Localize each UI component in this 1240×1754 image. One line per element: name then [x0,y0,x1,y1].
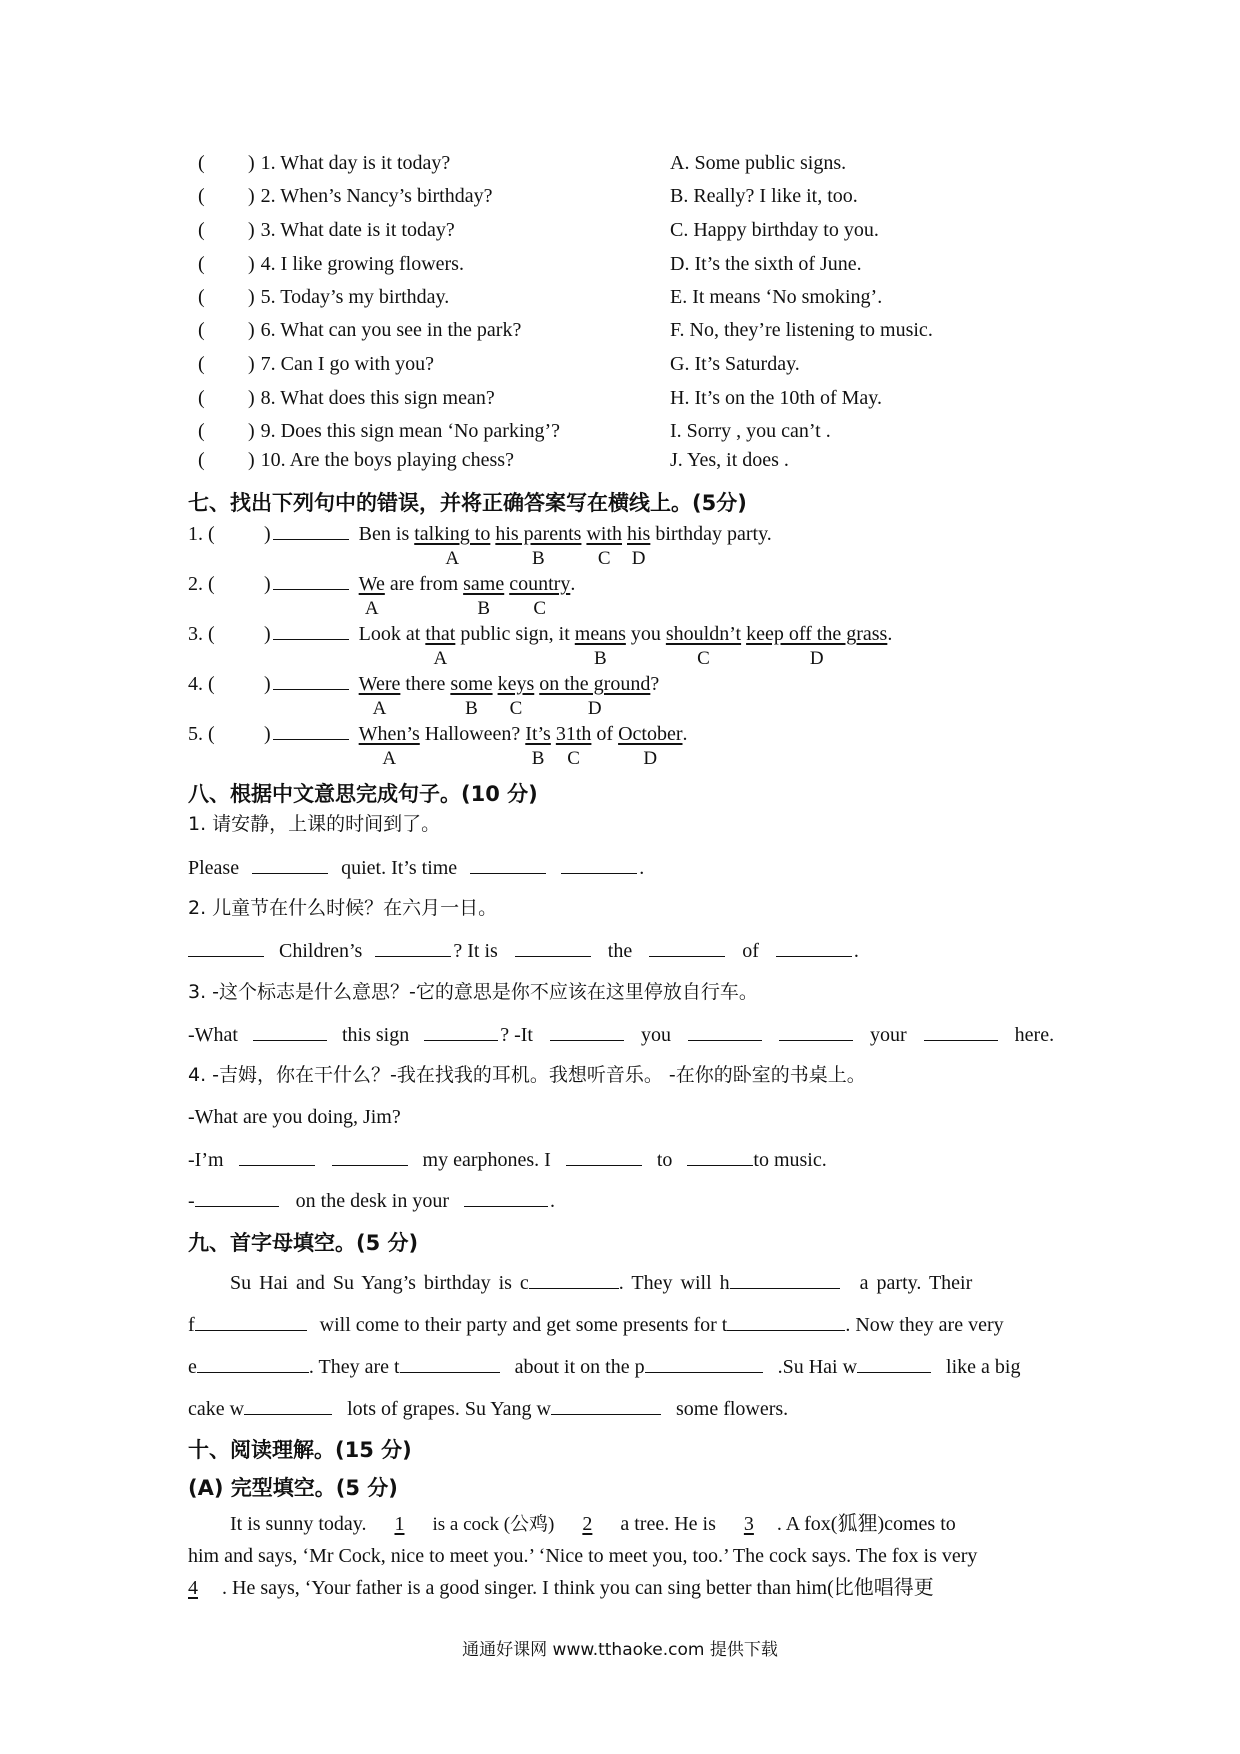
underlined-group [358,573,385,619]
answer-blank[interactable] [924,1022,998,1041]
option-letter: C [597,548,611,569]
question-text: 3. What date is it today? [260,219,455,241]
answer-paren[interactable]: ( [198,420,205,442]
text: lots of grapes. Su Yang w [347,1398,551,1420]
answer-paren-close: ) [248,449,255,471]
text: you [625,623,666,645]
answer-blank[interactable] [566,1147,642,1166]
text: .Su Hai w [777,1356,858,1378]
sentence [358,623,893,669]
blank-number-4[interactable]: 4 [188,1577,198,1599]
answer-blank[interactable] [195,1312,307,1331]
underlined-part: It’s [525,723,551,745]
answer-blank[interactable] [561,855,637,874]
underlined-part: on the ground [539,673,651,695]
underlined-part: same [463,573,505,595]
answer-paren-close: ) [264,673,271,695]
underlined-group [574,623,626,669]
section-10-title: 十、阅读理解。(15 分) [188,1438,412,1462]
answer-paren[interactable]: ( [198,253,205,275]
sec10-line-2: him and says, ‘Mr Cock, nice to meet you.’ ‘Nice to meet you, too.’ The cock says. The fox is very [188,1545,978,1567]
section-7-title: 七、找出下列句中的错误，并将正确答案写在横线上。(5分) [188,491,747,515]
answer-paren-close: ) [248,319,255,341]
matching-question [198,184,492,208]
underlined-group [627,523,651,569]
sec8-q4-chinese: 4. -吉姆，你在干什么？-我在找我的耳机。我想听音乐。 -在你的卧室的书桌上。 [188,1064,866,1086]
item-number: 4. ( [188,673,215,695]
answer-blank[interactable] [727,1312,845,1331]
answer-paren[interactable]: ( [198,185,205,207]
text: quiet. It’s time [341,857,458,879]
question-text: 10. Are the boys playing chess? [260,449,514,471]
text: a party. Their [859,1272,973,1294]
answer-blank[interactable] [551,1396,661,1415]
sec8-q4-english-3 [188,1188,555,1213]
underlined-part: When’s [358,723,420,745]
text: Ben is [358,523,415,545]
underlined-group [358,723,420,769]
answer-paren-close: ) [248,219,255,241]
text: -What [188,1024,238,1046]
sec9-line-3 [188,1354,1020,1379]
underlined-part: with [586,523,622,545]
sec9-line-1 [230,1270,972,1295]
underlined-group [425,623,456,669]
answer-blank[interactable] [776,938,852,957]
option-letter: C [697,648,710,669]
matching-answer: D. It’s the sixth of June. [670,253,862,275]
answer-paren[interactable]: ( [198,449,205,471]
underlined-group [450,673,493,719]
option-letter: B [477,598,491,619]
sentence [358,723,688,769]
text: It is sunny today. [230,1513,367,1535]
underlined-part: Were [358,673,401,695]
answer-blank[interactable] [529,1270,619,1289]
underlined-part: his parents [495,523,582,545]
sec9-line-2 [188,1312,1004,1337]
underlined-group [497,673,535,719]
matching-question [198,419,560,443]
answer-paren-close: ) [264,723,271,745]
text: of [742,940,759,962]
question-text: 7. Can I go with you? [260,353,434,375]
option-letter: A [372,698,387,719]
underlined-group [746,623,888,669]
underlined-part: some [450,673,493,695]
answer-blank[interactable] [645,1354,763,1373]
text: . [549,1190,555,1212]
underlined-part: country [509,573,571,595]
text: . [639,857,645,879]
matching-answer: H. It’s on the 10th of May. [670,387,883,409]
answer-blank[interactable] [332,1147,408,1166]
answer-paren[interactable]: ( [198,319,205,341]
answer-blank[interactable] [779,1022,853,1041]
text: f [188,1314,195,1336]
error-item [188,521,772,569]
underlined-group [618,723,683,769]
text: of [591,723,619,745]
matching-question [198,448,514,472]
text: . [887,623,893,645]
text: a tree. He is [620,1513,716,1535]
matching-answer: A. Some public signs. [670,152,847,174]
text: here. [1014,1024,1055,1046]
text: is a cock (公鸡) [432,1514,555,1535]
text: Please [188,857,240,879]
answer-blank[interactable] [470,855,546,874]
matching-question [198,218,455,242]
sec8-q2-english [188,938,859,963]
question-text: 8. What does this sign mean? [260,387,495,409]
blank-number-2[interactable]: 2 [582,1513,593,1535]
answer-blank[interactable] [195,1188,279,1207]
option-letter: D [631,548,646,569]
question-text: 6. What can you see in the park? [260,319,522,341]
text: there [400,673,451,695]
blank-number-3[interactable]: 3 [743,1513,754,1535]
answer-paren-close: ) [248,420,255,442]
error-item [188,621,893,669]
answer-blank[interactable] [252,855,328,874]
item-number: 1. ( [188,523,215,545]
answer-paren-close: ) [248,286,255,308]
option-letter: A [445,548,460,569]
underlined-group [555,723,592,769]
text: Children’s [279,940,363,962]
option-letter: D [809,648,824,669]
answer-blank[interactable] [253,1022,327,1041]
text: Su Hai and Su Yang’s birthday is c [230,1272,529,1294]
matching-question [198,318,521,342]
blank-number-1[interactable]: 1 [394,1513,405,1535]
answer-paren-close: ) [264,573,271,595]
matching-question [198,352,434,376]
error-item [188,721,688,769]
option-letter: A [433,648,448,669]
answer-blank[interactable] [464,1188,548,1207]
option-letter: C [533,598,547,619]
sec10-line-3 [188,1576,934,1600]
sec8-q2-chinese: 2. 儿童节在什么时候？在六月一日。 [188,897,498,919]
answer-paren-close: ) [248,253,255,275]
option-letter: B [593,648,607,669]
matching-question [198,285,449,309]
text: ? [650,673,660,695]
text: ? -It [500,1024,533,1046]
answer-blank[interactable] [688,1022,762,1041]
matching-answer: I. Sorry , you can’t . [670,420,831,442]
section-8-title: 八、根据中文意思完成句子。(10 分) [188,782,538,806]
option-letter: A [364,598,379,619]
option-letter: D [643,748,658,769]
sec8-q3-english [188,1022,1054,1047]
answer-blank[interactable] [197,1354,309,1373]
underlined-group [509,573,571,619]
option-letter: A [382,748,397,769]
option-letter: B [531,748,545,769]
underlined-part: keep off the grass [746,623,888,645]
underlined-group [495,523,582,569]
text: . Now they are very [845,1314,1004,1336]
answer-blank[interactable] [730,1270,840,1289]
sentence [358,573,576,619]
answer-blank[interactable] [687,1147,753,1166]
answer-blank[interactable] [273,671,349,690]
underlined-part: that [425,623,456,645]
matching-answer: C. Happy birthday to you. [670,219,879,241]
footer-credit: 通通好课网 www.tthaoke.com 提供下载 [462,1640,778,1660]
option-letter: C [509,698,523,719]
underlined-part: his [627,523,651,545]
text: -I’m [188,1149,224,1171]
question-text: 9. Does this sign mean ‘No parking’? [260,420,561,442]
answer-blank[interactable] [857,1354,931,1373]
matching-answer: G. It’s Saturday. [670,353,800,375]
sentence [358,673,660,719]
matching-question [198,151,450,175]
underlined-part: shouldn’t [665,623,742,645]
option-letter: B [532,548,545,569]
option-letter: C [567,748,580,769]
item-number: 2. ( [188,573,215,595]
text: like a big [946,1356,1021,1378]
matching-answer: J. Yes, it does . [670,449,789,471]
text: e [188,1356,197,1378]
text: the [607,940,633,962]
answer-paren[interactable]: ( [198,219,205,241]
text: cake w [188,1398,245,1420]
text: are from [384,573,464,595]
text: this sign [341,1024,410,1046]
error-item [188,671,660,719]
matching-answer: E. It means ‘No smoking’. [670,286,883,308]
text: . [682,723,688,745]
answer-paren[interactable]: ( [198,353,205,375]
text: to [656,1149,673,1171]
text: public sign, it [455,623,575,645]
answer-blank[interactable] [244,1396,332,1415]
text: about it on the p [514,1356,645,1378]
text: to music. [753,1149,827,1171]
text: birthday party. [650,523,772,545]
sec9-line-4 [188,1396,788,1421]
text: . [853,940,859,962]
underlined-group [539,673,651,719]
question-text: 4. I like growing flowers. [260,253,464,275]
answer-blank[interactable] [239,1147,315,1166]
sec8-q1-english [188,855,644,880]
answer-paren-close: ) [248,185,255,207]
text: Halloween? [419,723,526,745]
answer-blank[interactable] [188,938,264,957]
underlined-group [463,573,505,619]
underlined-part: We [358,573,385,595]
answer-paren-close: ) [264,623,271,645]
sec8-q3-chinese: 3. -这个标志是什么意思？-它的意思是你不应该在这里停放自行车。 [188,981,758,1003]
sec10-line-1 [230,1512,956,1537]
answer-blank[interactable] [649,938,725,957]
text: you [641,1024,671,1046]
answer-blank[interactable] [424,1022,498,1041]
question-text: 5. Today’s my birthday. [260,286,450,308]
option-letter: D [587,698,602,719]
option-letter: B [465,698,478,719]
error-item [188,571,576,619]
answer-paren[interactable]: ( [198,152,205,174]
underlined-group [525,723,551,769]
sec8-q4-english-1: -What are you doing, Jim? [188,1106,401,1128]
text: Look at [358,623,426,645]
answer-paren-close: ) [248,152,255,174]
answer-blank[interactable] [273,721,349,740]
underlined-part: 31th [555,723,592,745]
underlined-group [665,623,742,669]
answer-blank[interactable] [515,938,591,957]
underlined-group [358,673,401,719]
question-text: 2. When’s Nancy’s birthday? [260,185,493,207]
text: my earphones. I [422,1149,551,1171]
question-text: 1. What day is it today? [260,152,451,174]
text: . They will h [618,1272,730,1294]
section-9-title: 九、首字母填空。(5 分) [188,1231,419,1255]
text: . [570,573,576,595]
answer-blank[interactable] [273,621,349,640]
text: - [188,1190,195,1212]
text [493,673,498,695]
matching-answer: F. No, they’re listening to music. [670,319,933,341]
answer-paren[interactable]: ( [198,387,205,409]
text: will come to their party and get some presents for t [319,1314,728,1336]
answer-blank[interactable] [273,571,349,590]
underlined-part: keys [497,673,535,695]
item-number: 5. ( [188,723,215,745]
text: . He says, ‘Your father is a good singer. I think you can sing better than him(比他唱得更 [222,1577,934,1599]
text: . A fox(狐狸)comes to [776,1513,956,1535]
text: ? It is [453,940,498,962]
answer-blank[interactable] [400,1354,500,1373]
sentence [358,523,772,569]
underlined-group [586,523,622,569]
matching-question [198,252,464,276]
sec8-q4-english-2 [188,1147,827,1172]
matching-answer: B. Really? I like it, too. [670,185,858,207]
answer-paren-close: ) [264,523,271,545]
answer-blank[interactable] [375,938,451,957]
answer-blank[interactable] [273,521,349,540]
matching-question [198,386,495,410]
underlined-group [414,523,491,569]
section-10a-subtitle: (A) 完型填空。(5 分) [188,1476,398,1500]
answer-blank[interactable] [550,1022,624,1041]
answer-paren-close: ) [248,353,255,375]
text: on the desk in your [295,1190,449,1212]
item-number: 3. ( [188,623,215,645]
sec8-q1-chinese: 1. 请安静，上课的时间到了。 [188,813,441,835]
underlined-part: means [574,623,626,645]
answer-paren-close: ) [248,387,255,409]
answer-paren[interactable]: ( [198,286,205,308]
text: your [870,1024,907,1046]
underlined-part: talking to [414,523,491,545]
underlined-part: October [618,723,683,745]
text: . They are t [308,1356,400,1378]
text: some flowers. [675,1398,789,1420]
